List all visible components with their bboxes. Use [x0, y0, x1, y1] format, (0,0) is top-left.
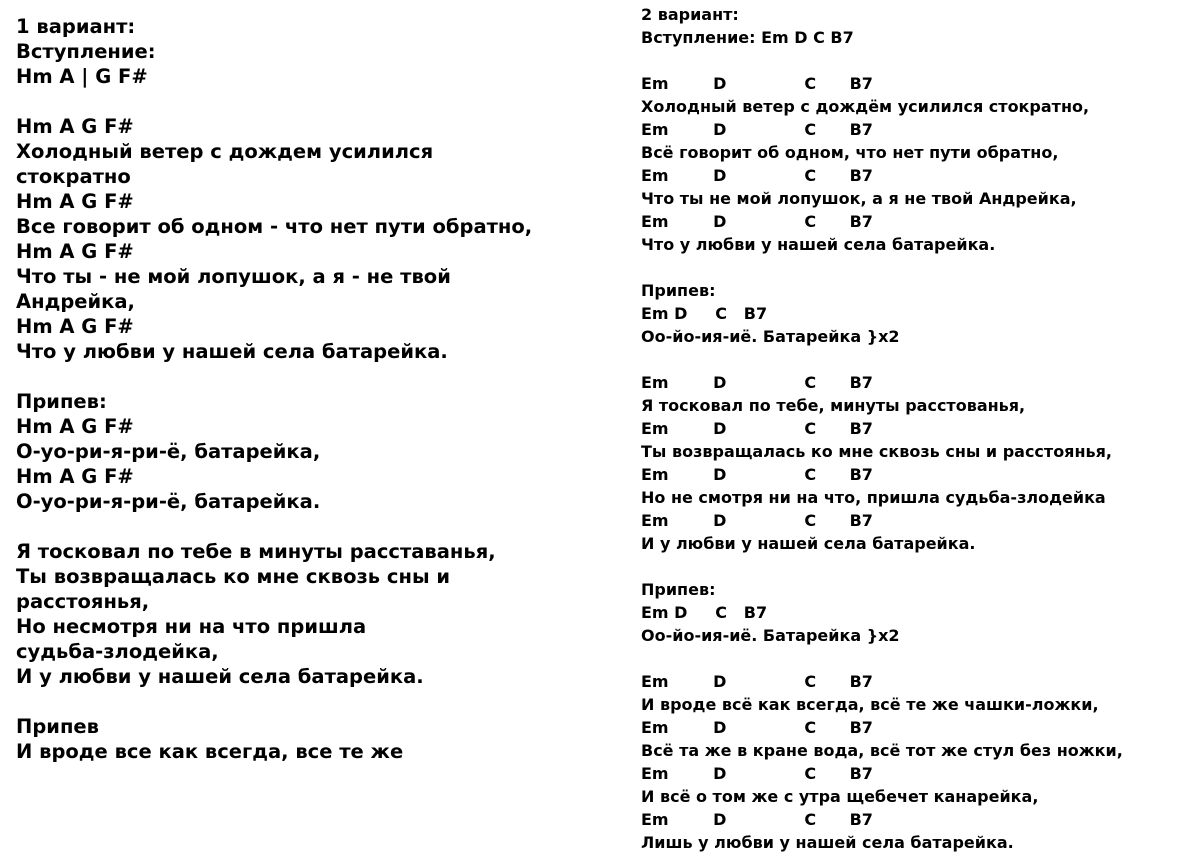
- variant-2-column: [641, 3, 1186, 854]
- lyric-line: Что ты не мой лопушок, а я не твой Андрейка,: [641, 189, 1077, 208]
- lyric-line: И вроде все как всегда, все те же: [16, 740, 404, 763]
- section-heading: Припев:: [641, 281, 716, 300]
- blank-line: [16, 89, 576, 114]
- blank-line: [16, 364, 576, 389]
- lyric-line: Ты возвращалась ко мне сквозь сны и: [16, 565, 451, 588]
- chord-line: Hm A G F#: [16, 415, 134, 438]
- lyric-line: стократно: [16, 165, 131, 188]
- chord-line: Em D C B7: [641, 304, 768, 323]
- chord-line: Hm A G F#: [16, 315, 134, 338]
- lyric-line: Я тосковал по тебе в минуты расставанья,: [16, 540, 496, 563]
- lyric-line: Все говорит об одном - что нет пути обратно,: [16, 215, 533, 238]
- chord-line: Hm A G F#: [16, 465, 134, 488]
- lyric-line: И всё о том же с утра щебечет канарейка,: [641, 787, 1039, 806]
- lyric-line: расстоянья,: [16, 590, 150, 613]
- chord-line: Em D C B7: [641, 718, 873, 737]
- blank-line: [16, 514, 576, 539]
- chord-line: Em D C B7: [641, 672, 873, 691]
- text-line: 1 вариант:: [16, 15, 136, 38]
- lyric-line: Но несмотря ни на что пришла: [16, 615, 367, 638]
- text-line: Вступление:: [16, 40, 156, 63]
- blank-line: [641, 647, 1186, 670]
- lyric-line: Оо-йо-ия-иё. Батарейка }x2: [641, 626, 900, 645]
- lyric-line: И у любви у нашей села батарейка.: [641, 534, 976, 553]
- lyric-line: судьба-злодейка,: [16, 640, 219, 663]
- lyric-line: Что у любви у нашей села батарейка.: [641, 235, 996, 254]
- section-heading: Припев: [16, 715, 99, 738]
- lyric-line: Ты возвращалась ко мне сквозь сны и расстоянья,: [641, 442, 1112, 461]
- chord-line: Em D C B7: [641, 120, 873, 139]
- chord-line: Em D C B7: [641, 166, 873, 185]
- lyric-line: Но не смотря ни на что, пришла судьба-злодейка: [641, 488, 1106, 507]
- lyric-line: О-уо-ри-я-ри-ё, батарейка.: [16, 490, 321, 513]
- section-heading: Припев:: [16, 390, 107, 413]
- chord-line: Hm A G F#: [16, 190, 134, 213]
- chord-line: Em D C B7: [641, 465, 873, 484]
- chord-line: Hm A | G F#: [16, 65, 148, 88]
- lyric-line: И вроде всё как всегда, всё те же чашки-ложки,: [641, 695, 1099, 714]
- blank-line: [641, 49, 1186, 72]
- variant-1-column: [16, 14, 576, 764]
- chord-line: Em D C B7: [641, 810, 873, 829]
- blank-line: [16, 689, 576, 714]
- chord-line: Em D C B7: [641, 764, 873, 783]
- blank-line: [641, 555, 1186, 578]
- lyric-line: Андрейка,: [16, 290, 135, 313]
- chord-line: Hm A G F#: [16, 115, 134, 138]
- chord-line: Em D C B7: [641, 212, 873, 231]
- blank-line: [641, 348, 1186, 371]
- section-heading: Припев:: [641, 580, 716, 599]
- chord-line: Hm A G F#: [16, 240, 134, 263]
- lyric-line: Оо-йо-ия-иё. Батарейка }x2: [641, 327, 900, 346]
- chord-line: Em D C B7: [641, 373, 873, 392]
- lyric-line: И у любви у нашей села батарейка.: [16, 665, 424, 688]
- chord-line: Em D C B7: [641, 511, 873, 530]
- chord-line: Em D C B7: [641, 603, 768, 622]
- lyric-line: Всё та же в кране вода, всё тот же стул без ножки,: [641, 741, 1123, 760]
- lyric-line: Холодный ветер с дождём усилился стократно,: [641, 97, 1090, 116]
- lyric-line: Что ты - не мой лопушок, а я - не твой: [16, 265, 451, 288]
- lyric-line: О-уо-ри-я-ри-ё, батарейка,: [16, 440, 321, 463]
- lyric-line: Что у любви у нашей села батарейка.: [16, 340, 448, 363]
- text-line: 2 вариант:: [641, 5, 739, 24]
- blank-line: [641, 256, 1186, 279]
- chord-line: Em D C B7: [641, 419, 873, 438]
- text-line: Вступление: Em D C B7: [641, 28, 854, 47]
- chord-line: Em D C B7: [641, 74, 873, 93]
- lyric-line: Я тосковал по тебе, минуты расстованья,: [641, 396, 1026, 415]
- lyric-line: Лишь у любви у нашей села батарейка.: [641, 833, 1014, 852]
- lyric-line: Холодный ветер с дождем усилился: [16, 140, 434, 163]
- lyric-line: Всё говорит об одном, что нет пути обратно,: [641, 143, 1059, 162]
